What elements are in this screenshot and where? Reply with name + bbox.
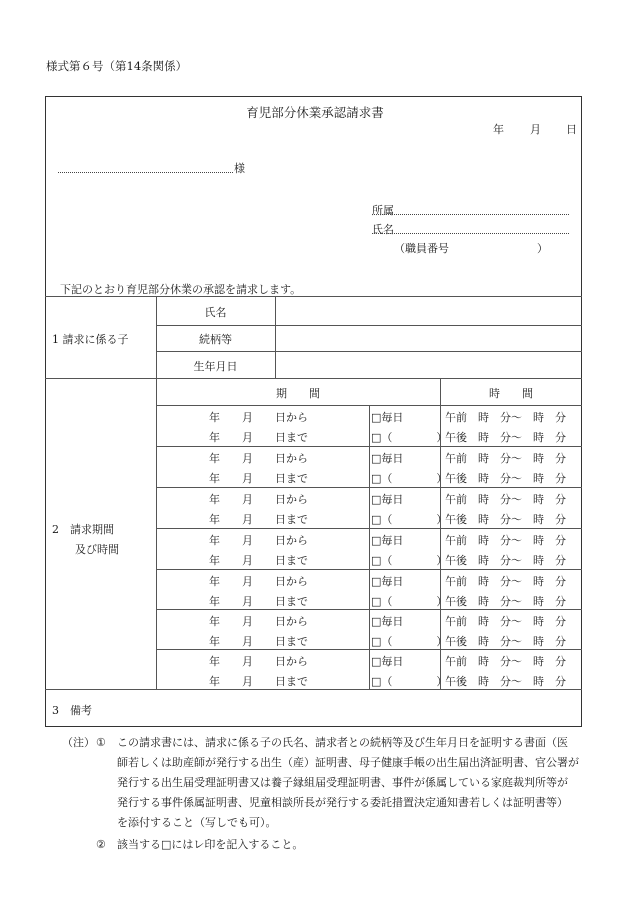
time-pm[interactable]: 午後 時 分～ 時 分 — [445, 554, 566, 567]
time-am[interactable]: 午前 時 分～ 時 分 — [445, 452, 566, 465]
addressee-suffix: 様 — [234, 162, 245, 175]
child-section-label: 1 請求に係る子 — [52, 333, 129, 346]
time-am[interactable]: 午前 時 分～ 時 分 — [445, 493, 566, 506]
other-checkbox[interactable]: □（ ） — [371, 675, 448, 688]
period-section-label-2: 及び時間 — [75, 543, 119, 556]
period-start-date[interactable]: 年 月 日から — [209, 493, 308, 506]
child-relationship-field[interactable] — [276, 326, 581, 351]
other-checkbox[interactable]: □（ ） — [371, 472, 448, 485]
time-am[interactable]: 午前 時 分～ 時 分 — [445, 534, 566, 547]
daily-checkbox[interactable]: □毎日 — [371, 452, 404, 465]
time-pm[interactable]: 午後 時 分～ 時 分 — [445, 675, 566, 688]
column-divider — [156, 296, 157, 689]
date-month[interactable]: 月 — [530, 123, 541, 136]
form-code: 様式第６号（第14条関係） — [46, 59, 188, 73]
daily-checkbox[interactable]: □毎日 — [371, 534, 404, 547]
note-1-line: 発行する出生届受理証明書又は養子縁組届受理証明書、事件が係属している家庭裁判所等が — [117, 776, 568, 789]
period-header: 期 間 — [276, 387, 320, 400]
note-1-line: を添付すること（写しでも可）。 — [117, 816, 277, 829]
time-pm[interactable]: 午後 時 分～ 時 分 — [445, 472, 566, 485]
note-2-text: 該当する□にはレ印を記入すること。 — [117, 838, 304, 851]
period-start-date[interactable]: 年 月 日から — [209, 452, 308, 465]
time-am[interactable]: 午前 時 分～ 時 分 — [445, 575, 566, 588]
time-pm[interactable]: 午後 時 分～ 時 分 — [445, 513, 566, 526]
daily-checkbox[interactable]: □毎日 — [371, 493, 404, 506]
request-statement: 下記のとおり育児部分休業の承認を請求します。 — [60, 283, 302, 296]
other-checkbox[interactable]: □（ ） — [371, 513, 448, 526]
other-checkbox[interactable]: □（ ） — [371, 554, 448, 567]
other-checkbox[interactable]: □（ ） — [371, 595, 448, 608]
form-title: 育児部分休業承認請求書 — [246, 105, 384, 120]
period-section-label: 2 請求期間 — [52, 523, 114, 536]
period-start-date[interactable]: 年 月 日から — [209, 655, 308, 668]
time-am[interactable]: 午前 時 分～ 時 分 — [445, 615, 566, 628]
period-end-date[interactable]: 年 月 日まで — [209, 595, 308, 608]
daily-checkbox[interactable]: □毎日 — [371, 411, 404, 424]
other-checkbox[interactable]: □（ ） — [371, 431, 448, 444]
name-label: 氏名 — [372, 223, 394, 236]
remarks-label: 3 備考 — [52, 704, 92, 717]
period-start-date[interactable]: 年 月 日から — [209, 615, 308, 628]
daily-checkbox[interactable]: □毎日 — [371, 575, 404, 588]
period-end-date[interactable]: 年 月 日まで — [209, 431, 308, 444]
child-row-label: 続柄等 — [199, 333, 232, 346]
note-2-mark: ② — [96, 838, 106, 851]
child-row-label: 氏名 — [204, 306, 227, 319]
affiliation-label: 所属 — [372, 204, 394, 217]
period-start-date[interactable]: 年 月 日から — [209, 411, 308, 424]
time-pm[interactable]: 午後 時 分～ 時 分 — [445, 635, 566, 648]
time-am[interactable]: 午前 時 分～ 時 分 — [445, 655, 566, 668]
notes-prefix: （注） — [62, 736, 95, 749]
period-start-date[interactable]: 年 月 日から — [209, 534, 308, 547]
note-1-line: 発行する事件係属証明書、児童相談所長が発行する委託措置決定通知書若しくは証明書等） — [117, 796, 568, 809]
period-end-date[interactable]: 年 月 日まで — [209, 554, 308, 567]
daily-checkbox[interactable]: □毎日 — [371, 615, 404, 628]
period-end-date[interactable]: 年 月 日まで — [209, 635, 308, 648]
time-pm[interactable]: 午後 時 分～ 時 分 — [445, 595, 566, 608]
child-row-label: 生年月日 — [193, 360, 238, 373]
period-end-date[interactable]: 年 月 日まで — [209, 472, 308, 485]
daily-checkbox[interactable]: □毎日 — [371, 655, 404, 668]
child-birthdate-field[interactable] — [276, 352, 581, 378]
other-checkbox[interactable]: □（ ） — [371, 635, 448, 648]
addressee-line[interactable] — [58, 172, 233, 173]
note-1-line: この請求書には、請求に係る子の氏名、請求者との続柄等及び生年月日を証明する書面（医 — [117, 736, 568, 749]
column-divider — [369, 405, 370, 689]
affiliation-line[interactable] — [372, 214, 569, 215]
time-am[interactable]: 午前 時 分～ 時 分 — [445, 411, 566, 424]
date-day[interactable]: 日 — [566, 123, 577, 136]
child-name-field[interactable] — [276, 297, 581, 325]
period-start-date[interactable]: 年 月 日から — [209, 575, 308, 588]
staff-number-label: （職員番号 ） — [394, 242, 548, 255]
time-header: 時 間 — [489, 387, 533, 400]
period-end-date[interactable]: 年 月 日まで — [209, 675, 308, 688]
note-1-line: 師若しくは助産師が発行する出生（産）証明書、母子健康手帳の出生届出済証明書、官公署が — [117, 756, 579, 769]
period-end-date[interactable]: 年 月 日まで — [209, 513, 308, 526]
remarks-field[interactable] — [157, 690, 581, 726]
separator — [45, 378, 582, 379]
time-pm[interactable]: 午後 時 分～ 時 分 — [445, 431, 566, 444]
name-line[interactable] — [372, 233, 569, 234]
note-1-mark: ① — [96, 736, 106, 749]
date-year[interactable]: 年 — [493, 123, 504, 136]
